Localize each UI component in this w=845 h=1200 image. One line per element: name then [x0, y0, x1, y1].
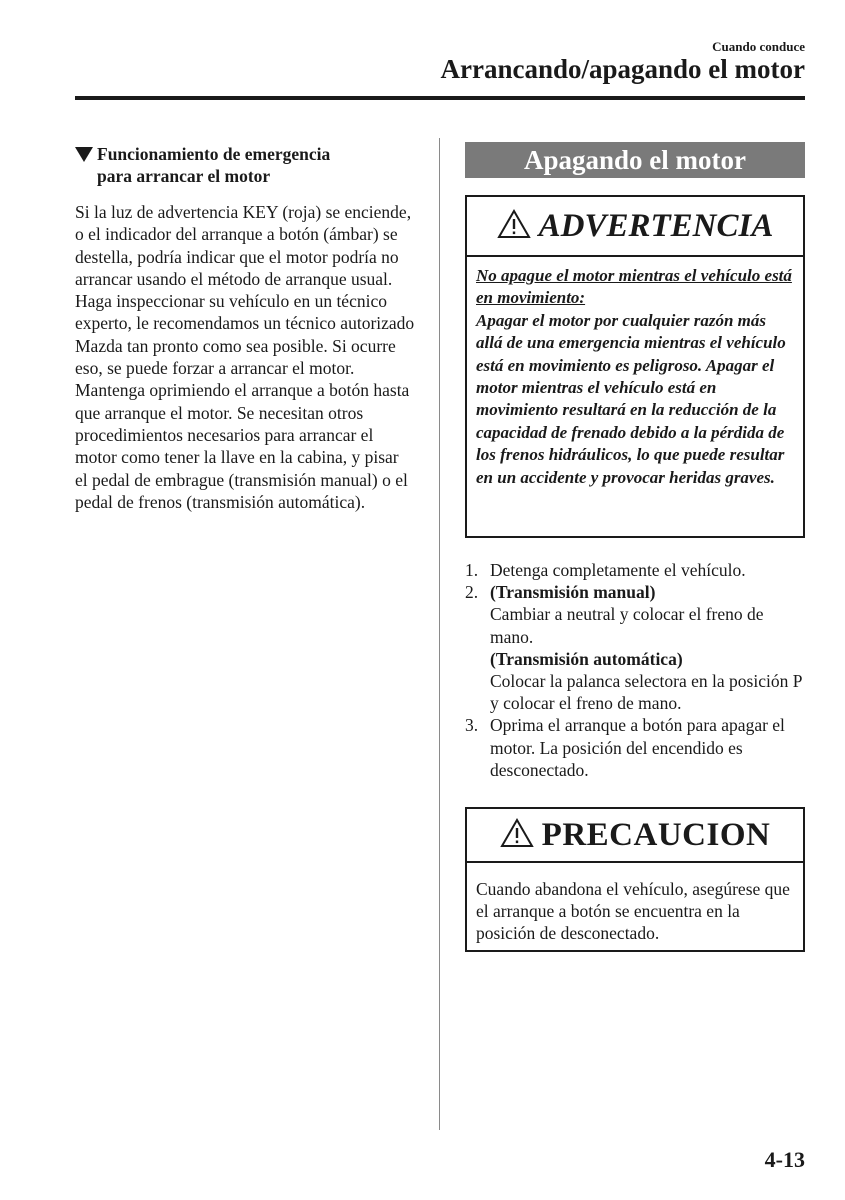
left-column [75, 143, 415, 513]
heading-line-1: Funcionamiento de emergencia [97, 144, 331, 164]
warning-headline: No apague el motor mientras el vehículo está en movimiento: [476, 266, 792, 308]
section-triangle-icon [75, 147, 93, 162]
caution-body: Cuando abandona el vehículo, asegúrese que el arranque a botón se encuentra en la posición de desconectado. [476, 879, 790, 944]
page-number: 4-13 [764, 1147, 805, 1172]
warning-triangle-icon [497, 209, 531, 244]
caution-box [465, 807, 805, 952]
caution-title: PRECAUCION [541, 816, 771, 853]
caution-title-bar [467, 809, 803, 863]
step-number: 2. [465, 582, 479, 603]
step-number: 3. [465, 715, 479, 736]
heading-line-2: para arrancar el motor [97, 166, 271, 186]
step-text: Detenga completamente el vehículo. [490, 560, 746, 580]
right-column [465, 142, 805, 944]
automatic-transmission-label: (Transmisión automática) [490, 648, 683, 669]
header-rule [75, 96, 805, 100]
emergency-start-body: Si la luz de advertencia KEY (roja) se enciende, o el indicador del arranque a botón (ámbar) se destella, podría indicar que el motor podría no arrancar usando el método de arranque usual. Haga inspeccionar su vehículo en un técnico experto, le recomendamos un técnico autorizado Mazda tan pronto como sea posible. Si ocurre eso, se puede forzar a arrancar el motor. Mantenga oprimiendo el arranque a botón hasta que arranque el motor. Se necesitan otros procedimientos necesarios para arrancar el motor como tener la llave en la cabina, y pisar el pedal de embrague (transmisión manual) o el pedal de frenos (transmisión automática). [75, 202, 415, 512]
shutdown-steps [465, 559, 805, 781]
warning-title: ADVERTENCIA [538, 207, 774, 244]
automatic-transmission-text: Colocar la palanca selectora en la posición P y colocar el freno de mano. [490, 671, 802, 714]
warning-title-bar [467, 197, 803, 257]
manual-transmission-text: Cambiar a neutral y colocar el freno de mano. [490, 604, 764, 647]
page-title: Arrancando/apagando el motor [440, 54, 805, 84]
column-divider [439, 138, 440, 1130]
manual-transmission-label: (Transmisión manual) [490, 582, 656, 603]
step-item [465, 714, 805, 781]
emergency-start-heading [75, 143, 415, 187]
step-item [465, 581, 805, 714]
caution-triangle-icon [500, 818, 534, 853]
warning-body [467, 257, 803, 489]
warning-text: Apagar el motor por cualquier razón más allá de una emergencia mientras el vehículo está en movimiento es peligroso. Apagar el motor mientras el vehículo está en movimiento resultará en la reducción de la capacidad de frenado debido a la pérdida de los frenos hidráulicos, lo que puede resultar en un accidente y provocar heridas graves. [476, 310, 786, 487]
section-banner: Apagando el motor [465, 142, 805, 178]
step-item [465, 559, 805, 581]
step-text: Oprima el arranque a botón para apagar el motor. La posición del encendido es desconectado. [490, 715, 785, 780]
running-header-section: Cuando conduce [712, 39, 805, 54]
warning-box [465, 195, 805, 538]
step-number: 1. [465, 560, 479, 580]
